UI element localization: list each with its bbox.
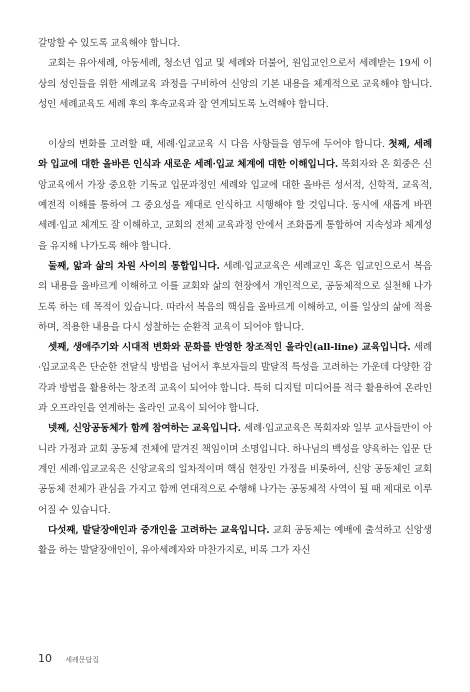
paragraph (38, 338, 432, 419)
text-run: 교회 공동체는 예배에 출석하고 신앙생활을 하는 발달장애인이, 유아세례자와 마찬가지로, 비록 그가 자신 (38, 524, 432, 557)
text-run: 이상의 변화를 고려할 때, 세례·입교교육 시 다음 사항들을 염두에 두어야 합니다. (48, 139, 389, 151)
bold-heading-run: 첫째, 세례와 입교에 대한 올바른 인식과 새로운 세례·입교 체계에 대한 이해입니다. (38, 139, 432, 171)
text-run: 세례·입교교육은 단순한 전달식 방법을 넘어서 후보자들의 발달적 특성을 고려하는 가운데 다양한 감각과 방법을 활용하는 창조적 교육이 되어야 합니다. 특히 디지털 미디어를 적극 활용하여 온라인과 오프라인을 연계하는 올라인 교육이 되어야 합니다. (38, 342, 433, 415)
text-run: 목회자와 온 회중은 신앙교육에서 가장 중요한 기독교 입문과정인 세례와 입교에 대한 올바른 성서적, 신학적, 교육적, 예전적 이해를 통하여 그 중요성을 제대로 인식하고 시행해야 할 것입니다. 동시에 새롭게 바뀐 세례·입교 체계도 잘 이해하고, 교회의 전체 교육과정 안에서 조화롭게 통합하여 지속성과 체계성을 유지해 나가도록 해야 합니다. (38, 159, 433, 252)
paragraph-spacer (38, 115, 432, 135)
paragraph (38, 257, 432, 338)
bold-heading-run: 둘째, 앎과 삶의 차원 사이의 통합입니다. (48, 260, 220, 272)
text-run: 세례·입교교육은 목회자와 일부 교사들만이 아니라 가정과 교회 공동체 전체에 맡겨진 책임이며 소명입니다. 하나님의 백성을 양육하는 입문 단계인 세례·입교교육은 신앙교육의 일차적이며 핵심 현장인 가정을 비롯하여, 신앙 공동체인 교회 공동체 전체가 관심을 가지고 함께 연대적으로 수행해 나가는 공동체적 사역이 될 때 제대로 이루어질 수 있습니다. (38, 423, 432, 516)
text-run: 세례·입교교육은 세례교인 혹은 입교인으로서 복음의 내용을 올바르게 이해하고 이를 교회와 삶의 현장에서 개인적으로, 공동체적으로 실천해 나가도록 하는 데 목적이 있습니다. 따라서 복음의 핵심을 올바르게 이해하고, 이를 일상의 삶에 적용하며, 적용한 내용을 다시 성찰하는 순환적 교육이 되어야 합니다. (38, 260, 432, 333)
bold-heading-run: 넷째, 신앙공동체가 함께 참여하는 교육입니다. (48, 423, 241, 435)
page-footer (38, 652, 99, 665)
paragraph (38, 54, 432, 115)
paragraph (38, 419, 432, 520)
bold-heading-run: 다섯째, 발달장애인과 중개인을 고려하는 교육입니다. (48, 524, 270, 536)
body-text (38, 34, 432, 561)
text-run: 교회는 유아세례, 아동세례, 청소년 입교 및 세례와 더불어, 원입교인으로서 세례받는 19세 이상의 성인들을 위한 세례교육 과정을 구비하여 신앙의 기본 내용을 체계적으로 교육해야 합니다. 성인 세례교육도 세례 후의 후속교육과 잘 연계되도록 노력해야 합니다. (38, 58, 432, 110)
paragraph (38, 135, 432, 257)
paragraph (38, 34, 432, 54)
book-title: 세례문답집 (65, 656, 99, 664)
bold-heading-run: 셋째, 생애주기와 시대적 변화와 문화를 반영한 창조적인 올라인(all-line) 교육입니다. (48, 342, 411, 354)
page-number: 10 (38, 652, 52, 665)
paragraph (38, 521, 432, 562)
text-run: 갈망할 수 있도록 교육해야 합니다. (38, 38, 181, 49)
